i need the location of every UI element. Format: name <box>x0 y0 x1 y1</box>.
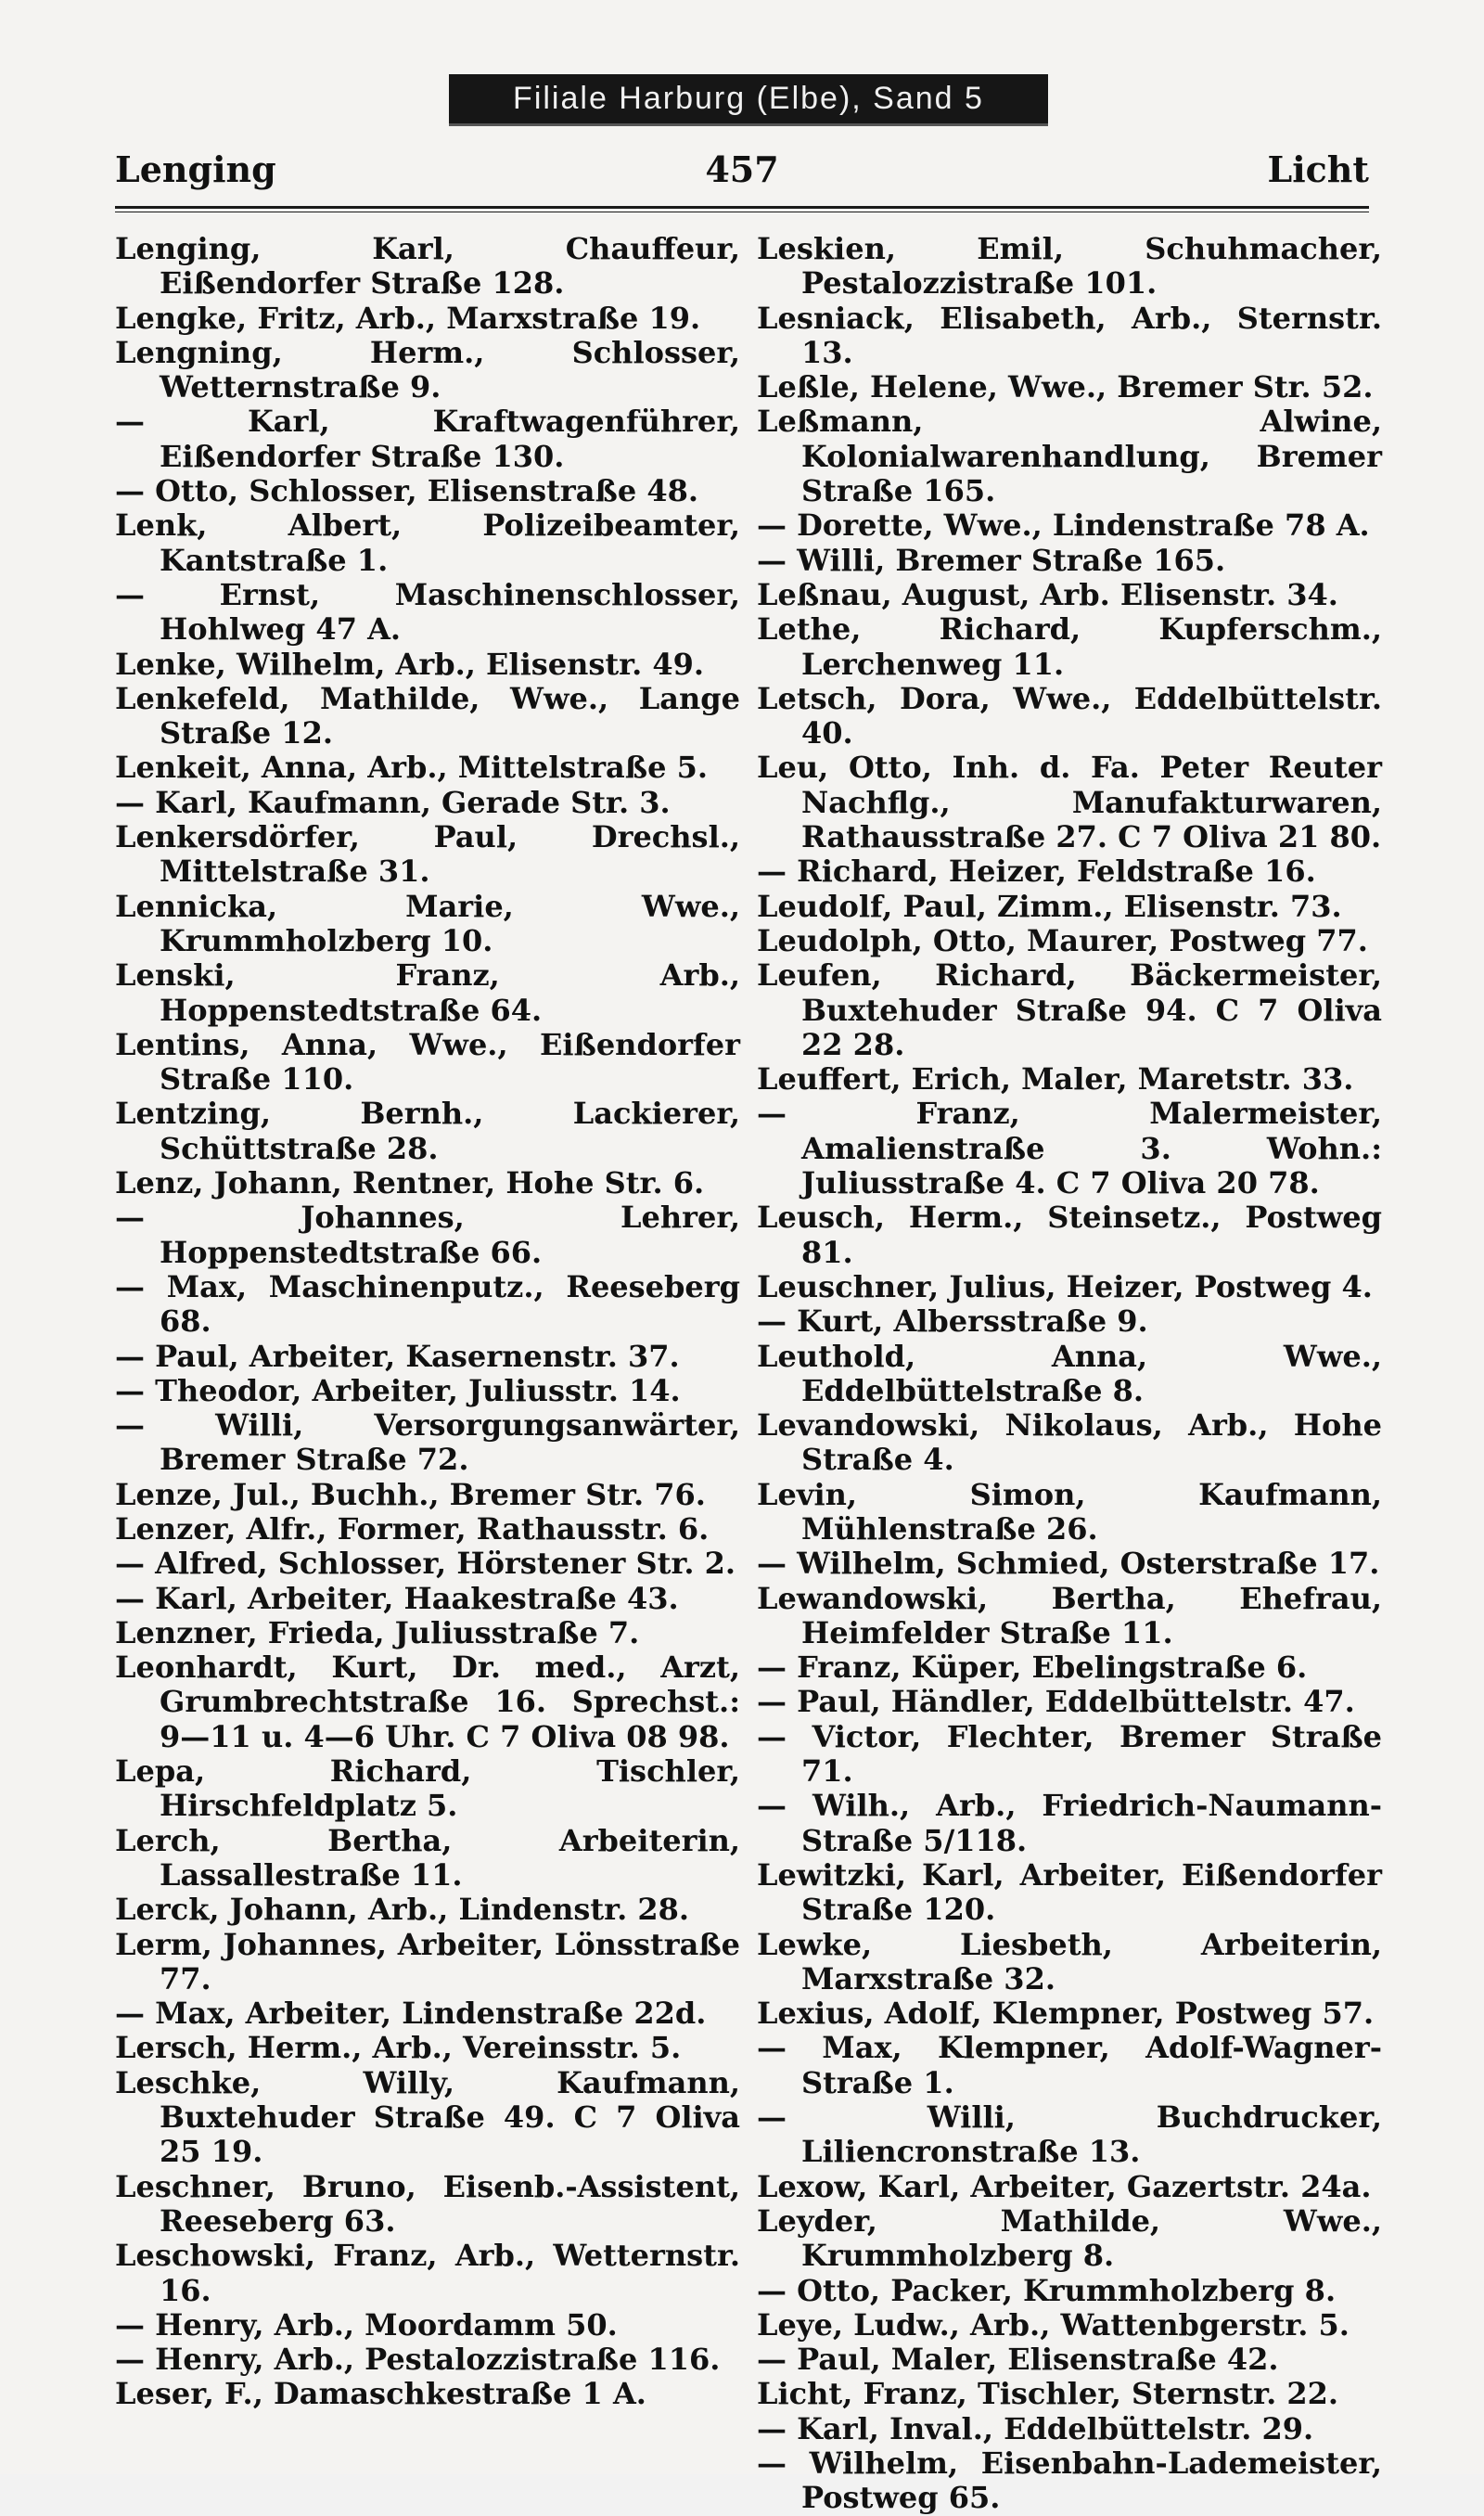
directory-entry: Lerm, Johannes, Arbeiter, Lönsstraße 77. <box>115 1926 740 1996</box>
directory-entry: — Paul, Maler, Elisenstraße 42. <box>757 2342 1279 2378</box>
directory-entry: Leßnau, August, Arb. Elisenstr. 34. <box>757 576 1338 612</box>
directory-entry: Leser, F., Damaschkestraße 1 A. <box>115 2376 646 2412</box>
directory-entry: Leonhardt, Kurt, Dr. med., Arzt, Grumbrechtstraße 16. Sprechst.: 9—11 u. 4—6 Uhr. C 7 Oliva 08 98. <box>115 1650 740 1754</box>
directory-entry: — Henry, Arb., Pestalozzistraße 116. <box>115 2342 721 2378</box>
directory-entry: — Otto, Packer, Krummholzberg 8. <box>757 2272 1337 2308</box>
directory-entry: Lengning, Herm., Schlosser, Wetternstraße 9. <box>115 334 740 405</box>
directory-entry: Lenkefeld, Mathilde, Wwe., Lange Straße 12. <box>115 680 740 751</box>
directory-entry: Leusch, Herm., Steinsetz., Postweg 81. <box>757 1200 1382 1270</box>
directory-entry: Lentins, Anna, Wwe., Eißendorfer Straße 110. <box>115 1026 740 1098</box>
directory-entry: — Richard, Heizer, Feldstraße 16. <box>757 854 1316 890</box>
directory-entry: Leu, Otto, Inh. d. Fa. Peter Reuter Nachflg., Manufakturwaren, Rathausstraße 27. C 7 Oliva 21 80. <box>757 750 1382 855</box>
directory-entry: Leßle, Helene, Wwe., Bremer Str. 52. <box>757 369 1374 405</box>
directory-entry: Lerch, Bertha, Arbeiterin, Lassallestraße 11. <box>115 1822 740 1893</box>
directory-entry: Lenze, Jul., Buchh., Bremer Str. 76. <box>115 1476 706 1512</box>
directory-entry: — Henry, Arb., Moordamm 50. <box>115 2306 618 2343</box>
directory-entry: — Karl, Arbeiter, Haakestraße 43. <box>115 1580 679 1616</box>
directory-entry: Lethe, Richard, Kupferschm., Lerchenweg 11. <box>757 611 1382 682</box>
directory-entry: Letsch, Dora, Wwe., Eddelbüttelstr. 40. <box>757 680 1382 751</box>
directory-entry: Leudolf, Paul, Zimm., Elisenstr. 73. <box>757 888 1342 924</box>
directory-entry: Lepa, Richard, Tischler, Hirschfeldplatz 5. <box>115 1753 740 1824</box>
directory-entry: — Paul, Händler, Eddelbüttelstr. 47. <box>757 1684 1355 1720</box>
left-column <box>115 232 740 2412</box>
directory-entry: Lengke, Fritz, Arb., Marxstraße 19. <box>115 300 701 336</box>
directory-entry: Leschowski, Franz, Arb., Wetternstr. 16. <box>115 2238 740 2308</box>
directory-entry: — Max, Maschinenputz., Reeseberg 68. <box>115 1268 740 1340</box>
directory-entry: — Max, Arbeiter, Lindenstraße 22d. <box>115 1996 707 2032</box>
directory-entry: Lenzner, Frieda, Juliusstraße 7. <box>115 1614 640 1650</box>
directory-entry: — Franz, Küper, Ebelingstraße 6. <box>757 1650 1308 1686</box>
directory-entry: Lenkersdörfer, Paul, Drechsl., Mittelstraße 31. <box>115 819 740 890</box>
directory-entry: Lenz, Johann, Rentner, Hohe Str. 6. <box>115 1165 705 1201</box>
directory-entry: — Max, Klempner, Adolf-Wagner-Straße 1. <box>757 2030 1382 2100</box>
directory-entry: — Paul, Arbeiter, Kasernenstr. 37. <box>115 1338 680 1374</box>
directory-entry: Leßmann, Alwine, Kolonialwarenhandlung, Bremer Straße 165. <box>757 404 1382 509</box>
directory-entry: — Ernst, Maschinenschlosser, Hohlweg 47 A. <box>115 576 740 648</box>
directory-entry: — Willi, Bremer Straße 165. <box>757 542 1226 578</box>
directory-entry: — Kurt, Albersstraße 9. <box>757 1303 1148 1340</box>
directory-entry: Leschke, Willy, Kaufmann, Buxtehuder Straße 49. C 7 Oliva 25 19. <box>115 2064 740 2170</box>
header-rule <box>115 206 1369 209</box>
directory-entry: — Theodor, Arbeiter, Juliusstr. 14. <box>115 1372 681 1408</box>
directory-entry: Leyder, Mathilde, Wwe., Krummholzberg 8. <box>757 2202 1382 2274</box>
directory-entry: Leschner, Bruno, Eisenb.-Assistent, Reeseberg 63. <box>115 2168 740 2239</box>
directory-entry: Lenging, Karl, Chauffeur, Eißendorfer Straße 128. <box>115 231 740 302</box>
directory-entry: Leuthold, Anna, Wwe., Eddelbüttelstraße 8. <box>757 1338 1382 1408</box>
directory-entry: Lerck, Johann, Arb., Lindenstr. 28. <box>115 1892 690 1928</box>
directory-entry: Lenke, Wilhelm, Arb., Elisenstr. 49. <box>115 646 705 682</box>
directory-entry: — Victor, Flechter, Bremer Straße 71. <box>757 1718 1382 1790</box>
header-first-entry: Lenging <box>115 148 276 190</box>
directory-entry: Levandowski, Nikolaus, Arb., Hohe Straße 4. <box>757 1407 1382 1478</box>
branch-stamp: Filiale Harburg (Elbe), Sand 5 <box>449 74 1048 126</box>
directory-entry: Lexow, Karl, Arbeiter, Gazertstr. 24a. <box>757 2168 1372 2204</box>
directory-entry: Lewke, Liesbeth, Arbeiterin, Marxstraße 32. <box>757 1926 1382 1996</box>
directory-entry: — Willi, Versorgungsanwärter, Bremer Straße 72. <box>115 1407 740 1478</box>
directory-entry: Lersch, Herm., Arb., Vereinsstr. 5. <box>115 2030 682 2066</box>
directory-entry: Lennicka, Marie, Wwe., Krummholzberg 10. <box>115 888 740 958</box>
directory-entry: Licht, Franz, Tischler, Sternstr. 22. <box>757 2376 1339 2412</box>
directory-entry: Lesniack, Elisabeth, Arb., Sternstr. 13. <box>757 300 1382 370</box>
directory-entry: Lexius, Adolf, Klempner, Postweg 57. <box>757 1996 1375 2032</box>
directory-entry: Lenkeit, Anna, Arb., Mittelstraße 5. <box>115 750 708 786</box>
directory-entry: Lewandowski, Bertha, Ehefrau, Heimfelder Straße 11. <box>757 1580 1382 1650</box>
directory-entry: Lenzer, Alfr., Former, Rathausstr. 6. <box>115 1510 710 1547</box>
directory-entry: — Dorette, Wwe., Lindenstraße 78 A. <box>757 507 1370 544</box>
directory-entry: Lenk, Albert, Polizeibeamter, Kantstraße 1. <box>115 507 740 578</box>
directory-entry: Leudolph, Otto, Maurer, Postweg 77. <box>757 922 1368 958</box>
directory-entry: — Karl, Inval., Eddelbüttelstr. 29. <box>757 2410 1314 2446</box>
directory-entry: — Otto, Schlosser, Elisenstraße 48. <box>115 473 698 509</box>
directory-entry: Lentzing, Bernh., Lackierer, Schüttstraße 28. <box>115 1096 740 1166</box>
directory-entry: Lewitzki, Karl, Arbeiter, Eißendorfer Straße 120. <box>757 1856 1382 1928</box>
directory-entry: — Franz, Malermeister, Amalienstraße 3. Wohn.: Juliusstraße 4. C 7 Oliva 20 78. <box>757 1096 1382 1201</box>
directory-entry: — Willi, Buchdrucker, Liliencronstraße 13. <box>757 2099 1382 2170</box>
directory-entry: — Wilhelm, Eisenbahn-Lademeister, Postweg 65. <box>757 2445 1382 2516</box>
directory-entry: Lenski, Franz, Arb., Hoppenstedtstraße 64. <box>115 957 740 1028</box>
directory-entry: — Karl, Kaufmann, Gerade Str. 3. <box>115 784 671 820</box>
directory-entry: — Johannes, Lehrer, Hoppenstedtstraße 66. <box>115 1200 740 1270</box>
directory-entry: Leskien, Emil, Schuhmacher, Pestalozzistraße 101. <box>757 231 1382 302</box>
directory-entry: — Wilhelm, Schmied, Osterstraße 17. <box>757 1546 1380 1582</box>
directory-entry: Leuffert, Erich, Maler, Maretstr. 33. <box>757 1061 1354 1098</box>
directory-entry: Leuschner, Julius, Heizer, Postweg 4. <box>757 1268 1373 1304</box>
directory-entry: Leye, Ludw., Arb., Wattenbgerstr. 5. <box>757 2306 1350 2343</box>
page-number: 457 <box>705 148 779 190</box>
header-last-entry: Licht <box>1267 148 1369 190</box>
directory-entry: — Karl, Kraftwagenführer, Eißendorfer Straße 130. <box>115 404 740 474</box>
directory-entry: — Wilh., Arb., Friedrich-Naumann-Straße 5/118. <box>757 1788 1382 1858</box>
directory-entry: Levin, Simon, Kaufmann, Mühlenstraße 26. <box>757 1476 1382 1547</box>
right-column <box>757 232 1382 2516</box>
page-header <box>115 148 1369 204</box>
directory-entry: — Alfred, Schlosser, Hörstener Str. 2. <box>115 1546 736 1582</box>
directory-entry: Leufen, Richard, Bäckermeister, Buxtehuder Straße 94. C 7 Oliva 22 28. <box>757 957 1382 1062</box>
